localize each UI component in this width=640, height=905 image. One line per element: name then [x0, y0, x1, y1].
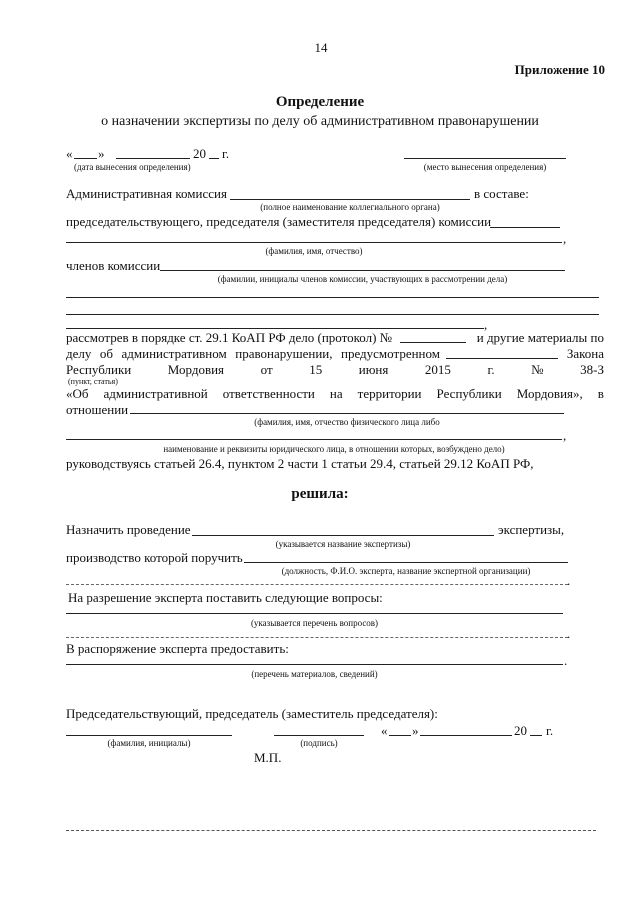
document-title: Определение [275, 94, 365, 110]
law-date-word: 2015 [424, 362, 451, 377]
law-title-word: на [329, 386, 343, 401]
members-comma: , [484, 317, 488, 332]
law-date-word: 38-З [580, 362, 604, 377]
entrust-label: производство которой поручить [66, 550, 243, 565]
law-title-word: административной [103, 386, 208, 401]
members-line-3[interactable] [66, 314, 599, 315]
law-line [66, 346, 440, 361]
law-date-word: июня [358, 362, 389, 377]
materials-caption: (перечень материалов, сведений) [251, 669, 378, 679]
respondent-caption-2: наименование и реквизиты юридического лица, в отношении которых, возбуждено дело) [163, 444, 505, 454]
sign-year-prefix: 20 [514, 723, 527, 738]
respondent-caption: (фамилия, имя, отчество физического лица либо [254, 417, 440, 427]
page-number: 14 [314, 40, 328, 55]
respondent-comma: , [563, 428, 567, 443]
legal-basis: руководствуясь статьей 26.4, пунктом 2 части 1 статьи 29.4, статьей 29.12 КоАП РФ, [66, 456, 534, 471]
signature-name-line[interactable] [66, 735, 232, 736]
law-title-word: «Об [66, 386, 89, 401]
chair-fio-caption: (фамилия, имя, отчество) [265, 246, 363, 256]
law-word: правонарушении, [235, 346, 333, 361]
assign-suffix: экспертизы, [498, 522, 565, 537]
entrust-period: . [567, 573, 571, 588]
signature-label: Председательствующий, председатель (заместитель председателя): [66, 706, 438, 721]
law-title-word: в [597, 386, 604, 401]
date-month-line [116, 158, 190, 159]
members-label: членов комиссии [66, 258, 161, 273]
entrust-caption: (должность, Ф.И.О. эксперта, название экспертной организации) [281, 566, 531, 576]
law-title-word: Республики [436, 386, 502, 401]
date-caption: (дата вынесения определения) [74, 162, 191, 172]
case-number-line[interactable] [400, 342, 466, 343]
members-caption: (фамилии, инициалы членов комиссии, участвующих в рассмотрении дела) [217, 274, 508, 284]
date-year-prefix: 20 [193, 146, 206, 161]
date-day-line [74, 158, 97, 159]
sign-date-close-quote: » [412, 723, 419, 738]
date-year-suffix: г. [222, 146, 230, 161]
law-word: административном [121, 346, 227, 361]
respondent-line-2[interactable] [66, 439, 562, 440]
chair-fio-line[interactable] [66, 242, 562, 243]
questions-line[interactable] [66, 613, 563, 614]
questions-period: . [567, 626, 571, 641]
document-subtitle: о назначении экспертизы по делу об административном правонарушении [101, 114, 539, 129]
law-date-line [66, 362, 604, 377]
law-title-word: ответственности [222, 386, 315, 401]
entrust-line[interactable] [244, 562, 568, 563]
sign-year-suffix: г. [546, 723, 554, 738]
date-open-quote: « [66, 146, 73, 161]
law-date-word: от [260, 362, 273, 377]
assign-label: Назначить проведение [66, 522, 191, 537]
signature-sign-caption: (подпись) [300, 738, 338, 748]
sign-date-month-line [420, 735, 512, 736]
bottom-separator [66, 830, 596, 831]
place-line[interactable] [404, 158, 566, 159]
signature-name-caption: (фамилия, инициалы) [107, 738, 191, 748]
law-article-line[interactable] [446, 358, 558, 359]
chair-line-label: председательствующего, председателя (заместителя председателя) комиссии [66, 214, 492, 229]
date-year-line [209, 158, 219, 159]
law-end: Закона [566, 346, 604, 361]
date-close-quote: » [98, 146, 105, 161]
law-date-word: Мордовия [167, 362, 225, 377]
law-date-word: г. [487, 362, 495, 377]
law-title-word: территории [357, 386, 422, 401]
sign-year-line [530, 735, 542, 736]
law-word: делу [66, 346, 92, 361]
commission-label: Административная комиссия [66, 186, 227, 201]
materials-period: . [564, 653, 568, 668]
law-date-word: № [531, 362, 544, 377]
decision-heading: решила: [291, 486, 349, 502]
members-line[interactable] [160, 270, 565, 271]
commission-name-line[interactable] [230, 199, 470, 200]
entrust-line-2[interactable] [66, 584, 568, 585]
members-line-4[interactable] [66, 328, 484, 329]
commission-caption: (полное наименование коллегиального органа) [260, 202, 440, 212]
respondent-line[interactable] [130, 413, 564, 414]
seal-label: М.П. [254, 750, 282, 765]
case-line-left: рассмотрев в порядке ст. 29.1 КоАП РФ дело (протокол) № [66, 330, 393, 345]
assign-caption: (указывается название экспертизы) [275, 539, 411, 549]
law-date-word: 15 [309, 362, 323, 377]
article-caption: (пункт, статья) [68, 377, 118, 386]
place-caption: (место вынесения определения) [423, 162, 547, 172]
law-word: предусмотренном [340, 346, 440, 361]
appendix-label: Приложение 10 [514, 62, 605, 77]
chair-name-line[interactable] [490, 227, 560, 228]
materials-label: В распоряжение эксперта предоставить: [66, 641, 289, 656]
sign-date-open-quote: « [381, 723, 388, 738]
members-line-2[interactable] [66, 297, 599, 298]
materials-line[interactable] [66, 664, 563, 665]
law-date-word: Республики [66, 362, 132, 377]
questions-line-2[interactable] [66, 637, 568, 638]
questions-caption: (указывается перечень вопросов) [250, 618, 379, 628]
questions-label: На разрешение эксперта поставить следующие вопросы: [68, 590, 383, 605]
law-title-line [66, 386, 604, 401]
sign-date-day-line [389, 735, 411, 736]
law-title-word: Мордовия», [516, 386, 583, 401]
case-line-right: и другие материалы по [476, 330, 604, 345]
assign-line[interactable] [192, 535, 494, 536]
chair-fio-comma: , [563, 231, 567, 246]
respondent-label: отношении [66, 402, 129, 417]
law-word: об [99, 346, 113, 361]
signature-sign-line[interactable] [274, 735, 364, 736]
commission-suffix: в составе: [474, 186, 529, 201]
